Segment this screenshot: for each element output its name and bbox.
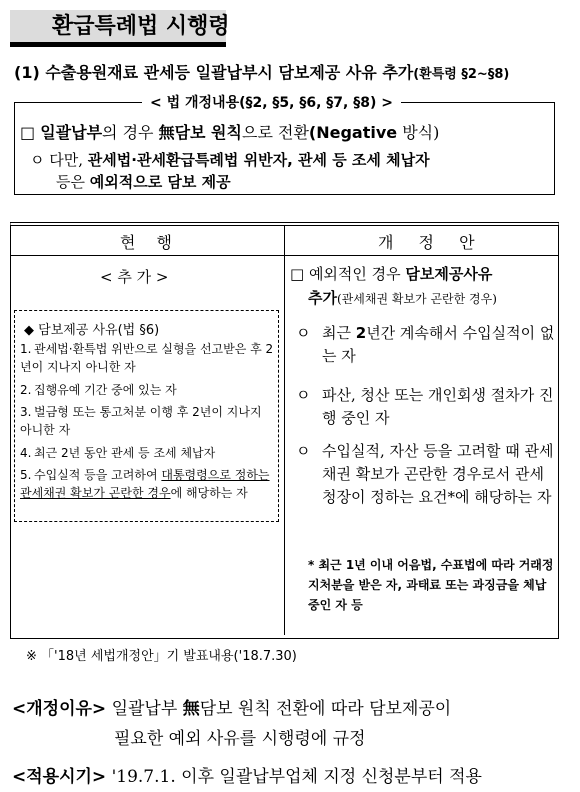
added-label: < 추 가 > [100,268,169,286]
current-item [20,341,276,376]
revised-item [296,440,558,509]
item-number: 2. [20,383,32,397]
reason-emph: 無 [182,699,200,719]
revised-heading-emph-2: 추가 [308,289,337,307]
item-text-underlined: 대통령령으로 정하는 관세채권 확보가 곤란한 경우 [20,468,270,500]
revised-heading-text: □ 예외적인 경우 [290,265,406,283]
current-item [20,445,276,463]
bullet: ㅇ [296,386,311,404]
summary-caption: < 법 개정내용(§2, §5, §6, §7, §8) > [142,92,401,112]
item-number: 5. [20,468,32,482]
summary-text-5: 등은 [56,173,90,191]
timing-tag: <적용시기> [12,767,107,787]
announcement-note: ※ 「'18년 세법개정안」기 발표내용('18.7.30) [26,649,297,664]
title-underline [10,42,226,47]
reason-text: 일괄납부 [106,699,183,719]
summary-text-1: 의 경우 [102,123,159,142]
summary-emph-3: (Negative [308,123,398,142]
item-text: 년간 계속해서 수입실적이 없는 자 [322,324,555,365]
table-column-divider [284,226,285,635]
page-title: 환급특례법 시행령 [52,14,230,39]
revised-item [296,322,558,368]
summary-emph-2: 無담보 원칙 [158,123,242,142]
revised-footnote: * 최근 1년 이내 어음법, 수표법에 따라 거래정지처분을 받은 자, 과태료 또는 과징금을 체납 중인 자 등 [308,558,554,612]
item-text: 파산, 청산 또는 개인회생 절차가 진행 중인 자 [322,386,554,427]
current-box-title: ◆ 담보제공 사유(법 §6) [24,323,160,338]
current-item [20,467,276,502]
summary-line-3 [56,171,231,192]
item-text: 관세법·환특법 위반으로 실형을 선고받은 후 2년이 지나지 아니한 자 [20,342,274,374]
amendment-reason [12,694,451,719]
revised-heading [290,263,492,284]
timing-text: '19.7.1. 이후 일괄납부업체 지정 신청분부터 적용 [106,767,482,787]
reason-text: 담보 원칙 전환에 따라 담보제공이 [199,699,452,719]
summary-emph-4: 관세법·관세환급특례법 위반자, 관세 등 조세 체납자 [87,151,430,169]
summary-emph-5: 예외적으로 담보 제공 [89,173,231,191]
column-header-current: 현 행 [120,233,180,252]
summary-line-2 [30,149,430,170]
revised-heading-emph: 담보제공사유 [405,265,493,283]
amendment-reason-cont: 필요한 예외 사유를 시행령에 규정 [114,729,366,749]
item-text: 최근 2년 동안 관세 등 조세 체납자 [34,446,216,460]
item-text: 수입실적, 자산 등을 고려할 때 관세채권 확보가 곤란한 경우로서 관세청장이 정하는 요건*에 해당하는 자 [322,442,554,506]
section-number: (1) [14,63,40,82]
summary-emph-1: 일괄납부 [40,123,103,142]
section-heading [14,60,509,83]
summary-text-4: ㅇ 다만, [30,151,88,169]
summary-line-1 [20,120,439,143]
item-text: 벌금형 또는 통고처분 이행 후 2년이 지나지 아니한 자 [20,405,262,437]
reason-tag: <개정이유> [12,699,107,719]
item-number: 3. [20,405,32,419]
item-text: 수입실적 등을 고려하여 [34,468,162,482]
item-emph: 2 [355,324,367,342]
summary-text-2: 으로 전환 [241,123,309,142]
revised-item [296,384,558,430]
item-number: 1. [20,342,32,356]
item-text: 집행유예 기간 중에 있는 자 [34,383,177,397]
section-heading-text: 수출용원재료 관세등 일괄납부시 담보제공 사유 추가 [45,63,414,82]
bullet: ㅇ [296,324,311,342]
item-text: 에 해당하는 자 [170,485,248,500]
checkbox-bullet: □ [20,123,41,142]
bullet: ㅇ [296,442,311,460]
item-number: 4. [20,446,32,460]
revised-heading-note: (관세채권 확보가 곤란한 경우) [336,292,497,306]
summary-text-3: 방식) [397,123,440,142]
current-item [20,404,276,439]
revised-heading-cont [308,287,497,308]
section-ref: (환특령 §2~§8) [413,67,510,82]
current-item [20,382,276,400]
application-timing [12,762,482,787]
column-header-revised: 개 정 안 [378,233,485,252]
item-text: 최근 [322,324,356,342]
